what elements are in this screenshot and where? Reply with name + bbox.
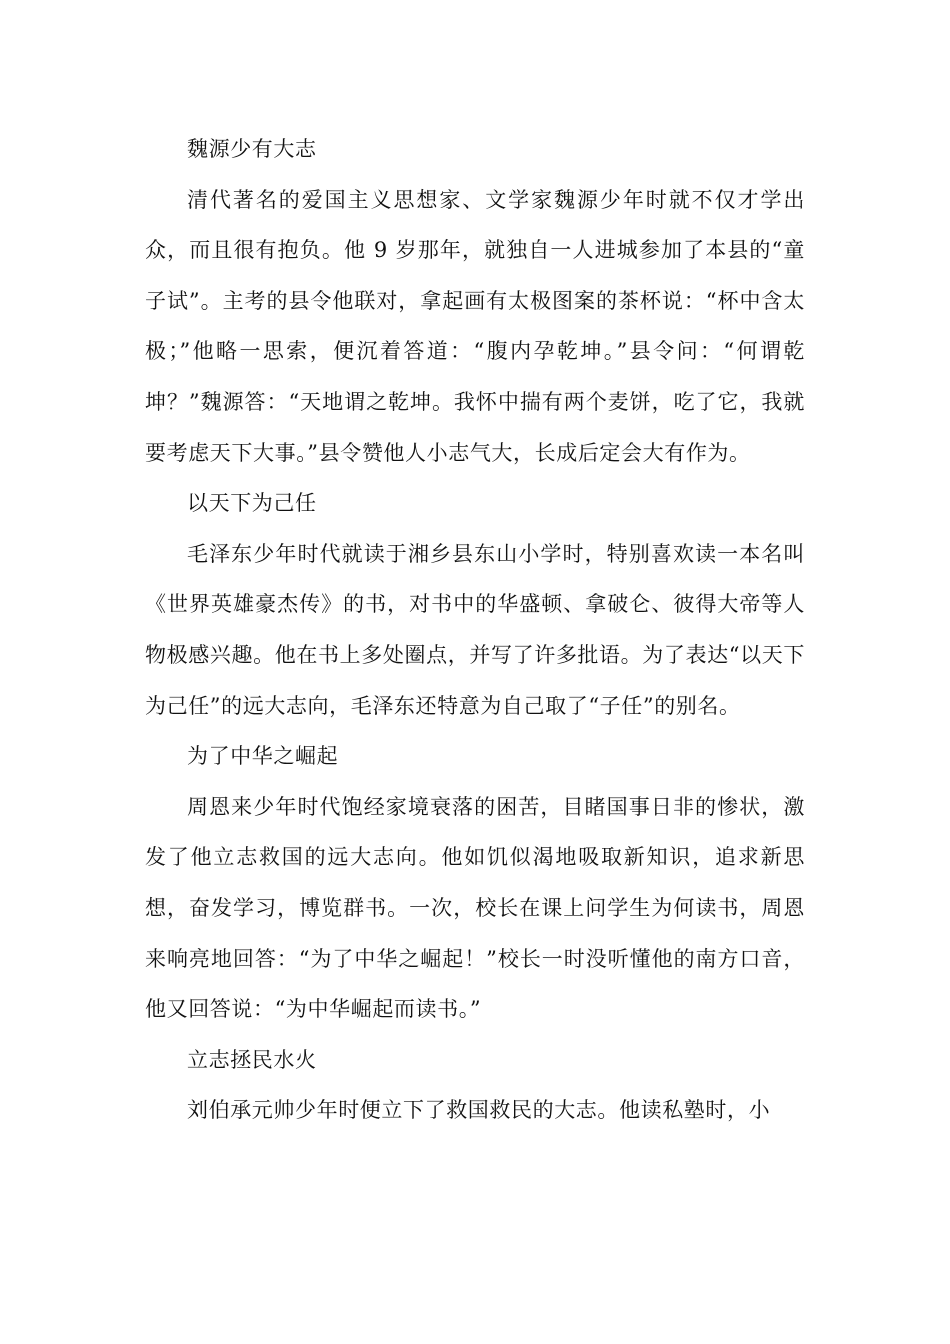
section-paragraph-zhou-enlai: 周恩来少年时代饱经家境衰落的困苦，目睹国事日非的惨状，激发了他立志救国的远大志向。他如饥似渴地吸取新知识，追求新思想，奋发学习，博览群书。一次，校长在课上问学生为何读书，周恩来响亮地回答：“为了中华之崛起！”校长一时没听懂他的南方口音，他又回答说：“为中华崛起而读书。” <box>145 794 805 1022</box>
section-paragraph-liu-bocheng: 刘伯承元帅少年时便立下了救国救民的大志。他读私塾时，小 <box>187 1098 771 1123</box>
section-heading-wei-yuan: 魏源少有大志 <box>187 137 317 161</box>
section-paragraph-mao-zedong: 毛泽东少年时代就读于湘乡县东山小学时，特别喜欢读一本名叫《世界英雄豪杰传》的书，对书中的华盛顿、拿破仑、彼得大帝等人物极感兴趣。他在书上多处圈点，并写了许多批语。为了表达“以天下为己任”的远大志向，毛泽东还特意为自己取了“子任”的别名。 <box>145 541 805 718</box>
section-heading-zhou-enlai: 为了中华之崛起 <box>187 744 339 769</box>
section-heading-mao-zedong: 以天下为己任 <box>187 491 317 516</box>
section-heading-liu-bocheng: 立志拯民水火 <box>187 1047 317 1072</box>
section-paragraph-wei-yuan: 清代著名的爱国主义思想家、文学家魏源少年时就不仅才学出众，而且很有抱负。他 9 岁那年，就独自一人进城参加了本县的“童子试”。主考的县令他联对，拿起画有太极图案的茶杯说：“杯中含太极；”他略一思索，便沉着答道：“腹内孕乾坤。”县令问：“何谓乾坤？”魏源答：“天地谓之乾坤。我怀中揣有两个麦饼，吃了它，我就要考虑天下大事。”县令赞他人小志气大，长成后定会大有作为。 <box>145 187 805 465</box>
document-body <box>145 124 805 1136</box>
